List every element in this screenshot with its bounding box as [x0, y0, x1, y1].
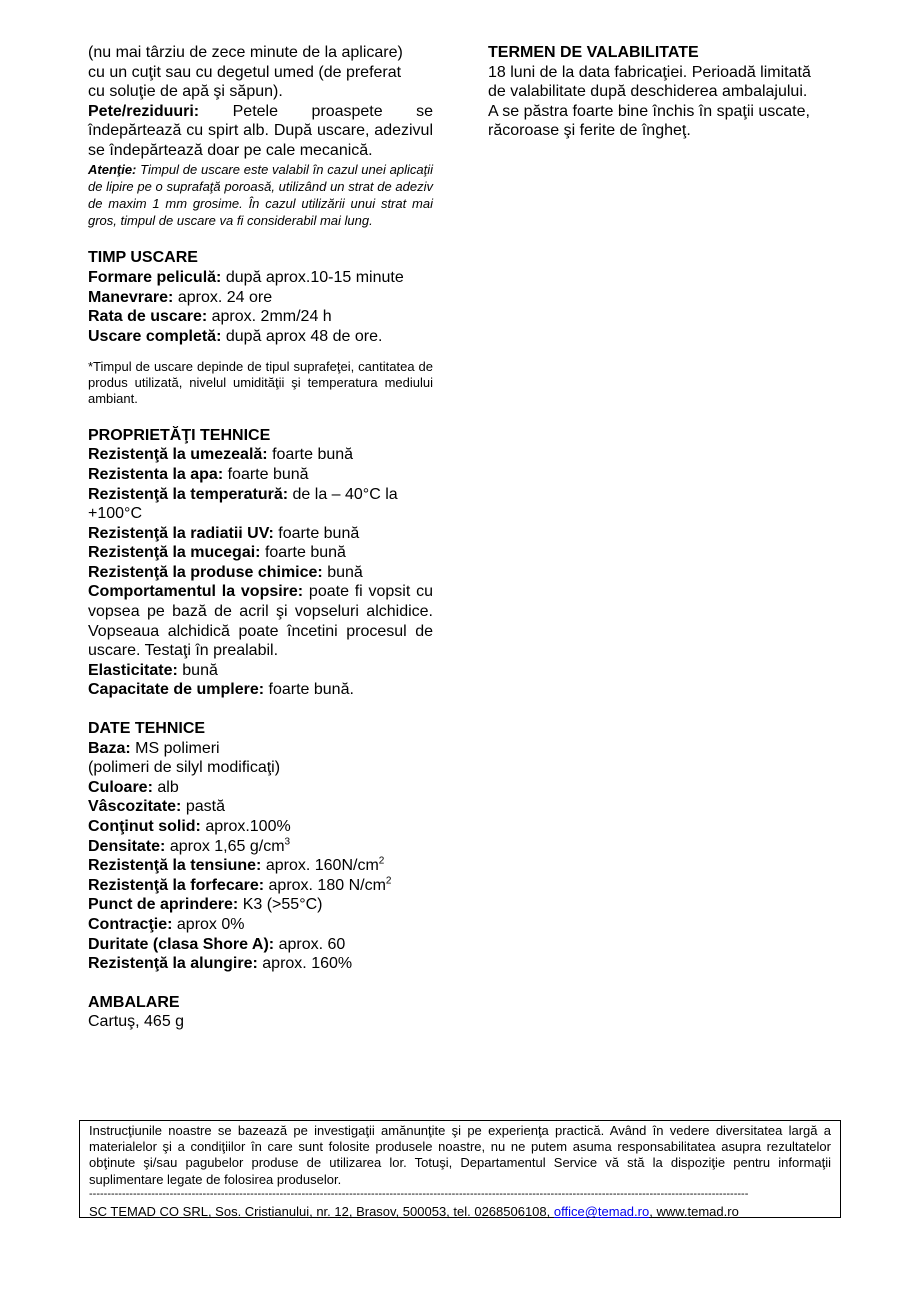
spec-row — [88, 856, 433, 876]
spec-label: Manevrare: — [88, 288, 174, 306]
spec-row — [88, 485, 433, 524]
spec-label: Punct de aprindere: — [88, 896, 239, 914]
spec-label: Vâscozitate: — [88, 798, 182, 816]
spec-label: Rezistenţă la temperatură: — [88, 485, 289, 503]
attention-label: Atenţie: — [88, 161, 137, 177]
spec-row — [88, 954, 433, 974]
spec-value: bună — [327, 563, 363, 581]
spec-value: pastă — [185, 798, 225, 816]
spec-label: Conţinut solid: — [88, 818, 201, 836]
spec-label: Elasticitate: — [88, 661, 178, 679]
footer-separator: ------------------------------------------------------------------------------------------------------------------------------------------------------------------------------------ — [89, 1187, 749, 1200]
spec-label: Rezistenţă la alungire: — [88, 955, 258, 973]
shelf-life-line: 18 luni de la data fabricaţiei. Perioadă limitată — [488, 63, 811, 81]
spec-value: foarte bună — [278, 524, 360, 542]
spec-row — [88, 465, 433, 485]
spec-row — [88, 288, 433, 308]
spec-value: aprox. 2mm/24 h — [211, 308, 332, 326]
spec-value: de la – 40°C la +100°C — [88, 485, 398, 523]
spec-value: aprox 1,65 g/cm — [169, 837, 285, 855]
spec-label: Contracţie: — [88, 915, 173, 933]
spec-value: (polimeri de silyl modificaţi) — [88, 759, 281, 777]
drying-footnote: *Timpul de uscare depinde de tipul suprafeţei, cantitatea de produs utilizată, nivelul umidităţii şi temperatura mediului ambiant. — [88, 359, 433, 406]
spec-label: Rata de uscare: — [88, 308, 208, 326]
spec-value: aprox 0% — [176, 915, 245, 933]
address-tail: , www.temad.ro — [649, 1203, 739, 1219]
spec-value: după aprox 48 de ore. — [225, 327, 383, 345]
spec-value: după aprox.10-15 minute — [225, 268, 404, 286]
drying-list — [88, 268, 433, 346]
spec-row — [88, 895, 433, 915]
spec-row — [88, 543, 433, 563]
spec-label: Rezistenţă la forfecare: — [88, 876, 265, 894]
spec-label: Duritate (clasa Shore A): — [88, 935, 275, 953]
spec-row — [88, 445, 433, 465]
packaging-heading: AMBALARE — [88, 993, 180, 1011]
spec-value: MS polimeri — [135, 739, 220, 757]
spec-value: aprox. 160% — [262, 955, 353, 973]
spec-label: Formare peliculă: — [88, 268, 222, 286]
spec-label: Comportamentul la vopsire: — [88, 583, 304, 601]
unit-exponent: 3 — [284, 836, 291, 848]
spec-row — [88, 837, 433, 857]
address-text: SC TEMAD CO SRL, Sos. Cristianului, nr. 12, Brasov, 500053, tel. 0268506108, — [89, 1203, 554, 1219]
intro-line: cu soluţie de apă şi săpun). — [88, 83, 283, 101]
spec-row — [88, 739, 433, 759]
intro-line: (nu mai târziu de zece minute de la aplicare) — [88, 44, 403, 61]
intro-line: cu un cuţit sau cu degetul umed (de preferat — [88, 63, 402, 81]
unit-exponent: 2 — [385, 875, 392, 887]
shelf-life-line: răcoroase şi ferite de îngheţ. — [488, 122, 691, 140]
spec-label: Densitate: — [88, 837, 166, 855]
spec-label: Rezistenţă la radiatii UV: — [88, 524, 274, 542]
shelf-life-heading: TERMEN DE VALABILITATE — [488, 44, 699, 61]
spec-value: foarte bună — [264, 544, 346, 562]
spec-row — [88, 778, 433, 798]
spec-label: Rezistenţă la mucegai: — [88, 544, 261, 562]
spec-label: Culoare: — [88, 778, 153, 796]
spec-value: aprox. 24 ore — [177, 288, 273, 306]
spec-label: Capacitate de umplere: — [88, 681, 265, 699]
spec-value: poate fi vopsit cu vopsea pe bază de acril şi vopseluri alchidice. Vopseaua alchidică poate încetini procesul de uscare. Testaţi în prealabil. — [88, 583, 433, 660]
properties-list — [88, 445, 433, 700]
shelf-life-line: A se păstra foarte bine închis în spaţii uscate, — [488, 102, 810, 120]
stains-text: Petele proaspete se îndepărtează cu spirt alb. După uscare, adezivul se îndepărtează doar pe cale mecanică. — [88, 102, 433, 159]
left-column — [88, 43, 433, 1032]
spec-value: foarte bună — [227, 465, 309, 483]
tech-data-heading: DATE TEHNICE — [88, 720, 206, 738]
drying-heading: TIMP USCARE — [88, 249, 198, 267]
spec-row — [88, 268, 433, 288]
spec-value: foarte bună — [272, 446, 354, 464]
spec-row — [88, 876, 433, 896]
spec-value: aprox. 60 — [278, 935, 346, 953]
spec-value: alb — [157, 778, 179, 796]
spec-label: Rezistenţă la tensiune: — [88, 857, 262, 875]
stains-paragraph — [88, 102, 433, 161]
spec-row — [88, 797, 433, 817]
attention-note — [88, 161, 433, 230]
tech-data-list — [88, 739, 433, 974]
spec-value: aprox. 160N/cm — [265, 857, 379, 875]
unit-exponent: 2 — [378, 855, 385, 867]
spec-label: Baza: — [88, 739, 131, 757]
spec-label: Rezistenta la apa: — [88, 465, 224, 483]
attention-text: Timpul de uscare este valabil în cazul unei aplicaţii de lipire pe o suprafaţă poroasă, utilizând un strat de adeziv de maxim 1 mm grosime. În cazul utilizării unui strat mai gros, timpul de uscare va fi considerabil mai lung. — [88, 161, 433, 229]
spec-row — [88, 563, 433, 583]
spec-label: Rezistenţă la produse chimice: — [88, 563, 323, 581]
spec-row — [88, 935, 433, 955]
footer-box — [79, 1120, 841, 1218]
spec-row — [88, 661, 433, 681]
spec-value: bună — [182, 661, 218, 679]
right-column — [488, 43, 838, 141]
disclaimer-text: Instrucţiunile noastre se bazează pe investigaţii amănunţite şi pe experienţa practică. Având în vedere diversitatea largă a materialelor şi a condiţiilor în care sunt folosite produsele noastre, nu ne putem asuma responsabilitatea asupra rezultatelor obţinute şi/sau pagubelor produse de utilizarea lor. Totuşi, Departamentul Service vă stă la dispoziţie pentru informaţii suplimentare legate de folosirea produselor. — [89, 1123, 831, 1187]
spec-row — [88, 915, 433, 935]
spec-row — [88, 307, 433, 327]
spec-row — [88, 524, 433, 544]
shelf-life-line: de valabilitate după deschiderea ambalajului. — [488, 83, 808, 101]
company-address — [89, 1204, 831, 1220]
spec-value: foarte bună. — [268, 681, 354, 699]
spec-row — [88, 327, 433, 347]
spec-value: aprox. 180 N/cm — [268, 876, 386, 894]
spec-row — [88, 817, 433, 837]
spec-row — [88, 680, 433, 700]
email-link[interactable]: office@temad.ro — [553, 1203, 650, 1219]
spec-label: Rezistenţă la umezeală: — [88, 446, 268, 464]
spec-label: Uscare completă: — [88, 327, 222, 345]
spec-row — [88, 758, 433, 778]
spec-value: aprox.100% — [205, 818, 291, 836]
packaging-text: Cartuş, 465 g — [88, 1013, 185, 1031]
spec-row — [88, 582, 433, 660]
properties-heading: PROPRIETĂŢI TEHNICE — [88, 426, 271, 444]
stains-label: Pete/reziduuri: — [88, 102, 200, 120]
spec-value: K3 (>55°C) — [242, 896, 323, 914]
